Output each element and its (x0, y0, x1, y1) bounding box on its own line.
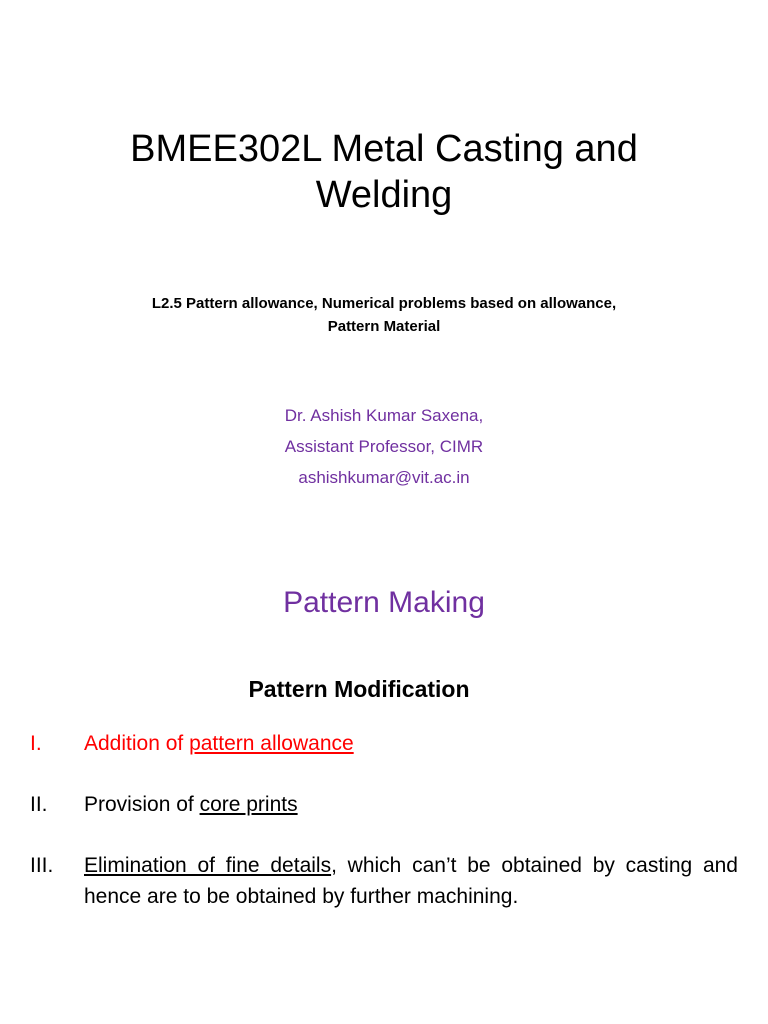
modification-list (30, 728, 738, 942)
section-title: Pattern Making (283, 586, 485, 619)
list-item (30, 850, 738, 912)
list-item-text (84, 850, 738, 912)
section-subtitle: Pattern Modification (248, 676, 470, 702)
course-title: BMEE302L Metal Casting and Welding (130, 128, 638, 216)
list-item-underlined: pattern allowance (189, 732, 354, 755)
list-numeral: III. (30, 854, 54, 877)
list-item-text (84, 728, 738, 759)
author-name: Dr. Ashish Kumar Saxena, (284, 406, 484, 425)
list-item-text (84, 789, 738, 820)
list-item-prefix: Addition of (84, 732, 190, 755)
list-item-suffix: , which can’t be obtained by casting and hence are to be obtained by further machining. (84, 854, 738, 908)
author-block (184, 400, 584, 493)
list-item-underlined: Elimination of fine details (84, 854, 332, 877)
list-item-underlined: core prints (199, 793, 298, 816)
list-item (30, 728, 738, 759)
author-position: Assistant Professor, CIMR (284, 437, 484, 456)
list-item (30, 789, 738, 820)
list-numeral: I. (30, 732, 42, 755)
list-item-prefix: Provision of (84, 793, 200, 816)
author-email: ashishkumar@vit.ac.in (298, 468, 470, 487)
lecture-subtitle: L2.5 Pattern allowance, Numerical problems based on allowance, Pattern Material (151, 295, 617, 335)
content-slide (0, 540, 768, 1024)
list-numeral: II. (30, 793, 48, 816)
